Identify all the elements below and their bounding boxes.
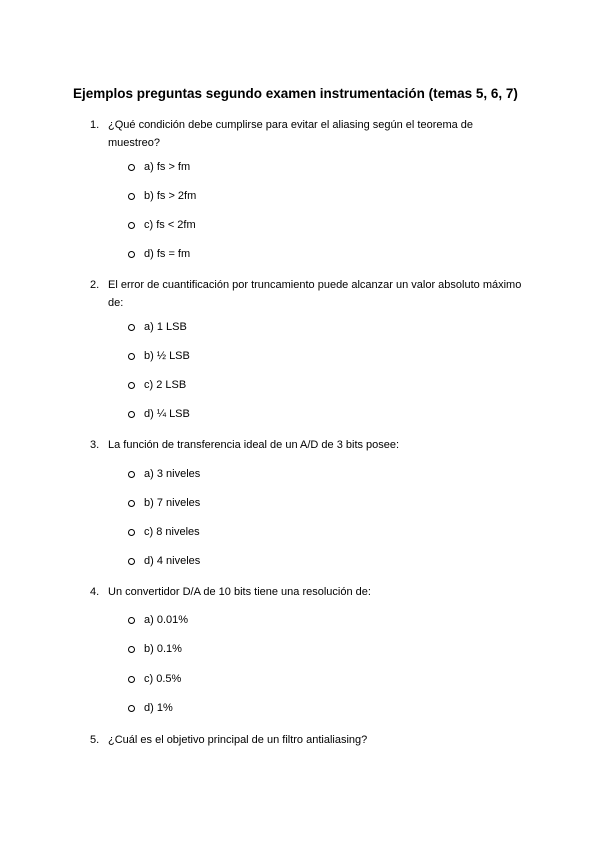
bullet-icon <box>128 251 135 258</box>
option-label: a) 0.01% <box>144 614 189 626</box>
question-number: 4. <box>90 586 100 598</box>
option-label: c) fs < 2fm <box>144 219 196 231</box>
document-title: Ejemplos preguntas segundo examen instrumentación (temas 5, 6, 7) <box>73 86 518 101</box>
bullet-icon <box>128 705 135 712</box>
option-label: b) 7 niveles <box>144 497 201 509</box>
option-label: d) 1% <box>144 702 173 714</box>
option-label: d) fs = fm <box>144 248 191 260</box>
question-number: 3. <box>90 439 100 451</box>
bullet-icon <box>128 558 135 565</box>
bullet-icon <box>128 193 135 200</box>
bullet-icon <box>128 500 135 507</box>
option-label: a) fs > fm <box>144 161 191 173</box>
option-label: d) ¼ LSB <box>144 408 190 420</box>
bullet-icon <box>128 617 135 624</box>
question-text: ¿Qué condición debe cumplirse para evitar el aliasing según el teorema de muestreo? <box>108 119 474 149</box>
option-label: c) 0.5% <box>144 673 182 685</box>
bullet-icon <box>128 164 135 171</box>
option-label: a) 1 LSB <box>144 321 187 333</box>
question-text: La función de transferencia ideal de un A/D de 3 bits posee: <box>108 439 400 451</box>
bullet-icon <box>128 646 135 653</box>
question-number: 2. <box>90 279 100 291</box>
question-text: El error de cuantificación por truncamiento puede alcanzar un valor absoluto máximo de: <box>108 279 522 309</box>
option-label: c) 8 niveles <box>144 526 200 538</box>
option-label: b) fs > 2fm <box>144 190 197 202</box>
option-label: b) 0.1% <box>144 643 182 655</box>
option-label: c) 2 LSB <box>144 379 187 391</box>
question-number: 1. <box>90 119 100 131</box>
bullet-icon <box>128 471 135 478</box>
bullet-icon <box>128 676 135 683</box>
option-label: a) 3 niveles <box>144 468 201 480</box>
question-number: 5. <box>90 734 100 746</box>
option-label: b) ½ LSB <box>144 350 190 362</box>
bullet-icon <box>128 324 135 331</box>
bullet-icon <box>128 382 135 389</box>
question-text: Un convertidor D/A de 10 bits tiene una resolución de: <box>108 586 371 598</box>
bullet-icon <box>128 222 135 229</box>
question-text: ¿Cuál es el objetivo principal de un filtro antialiasing? <box>108 734 368 746</box>
bullet-icon <box>128 529 135 536</box>
bullet-icon <box>128 411 135 418</box>
option-label: d) 4 niveles <box>144 555 201 567</box>
bullet-icon <box>128 353 135 360</box>
